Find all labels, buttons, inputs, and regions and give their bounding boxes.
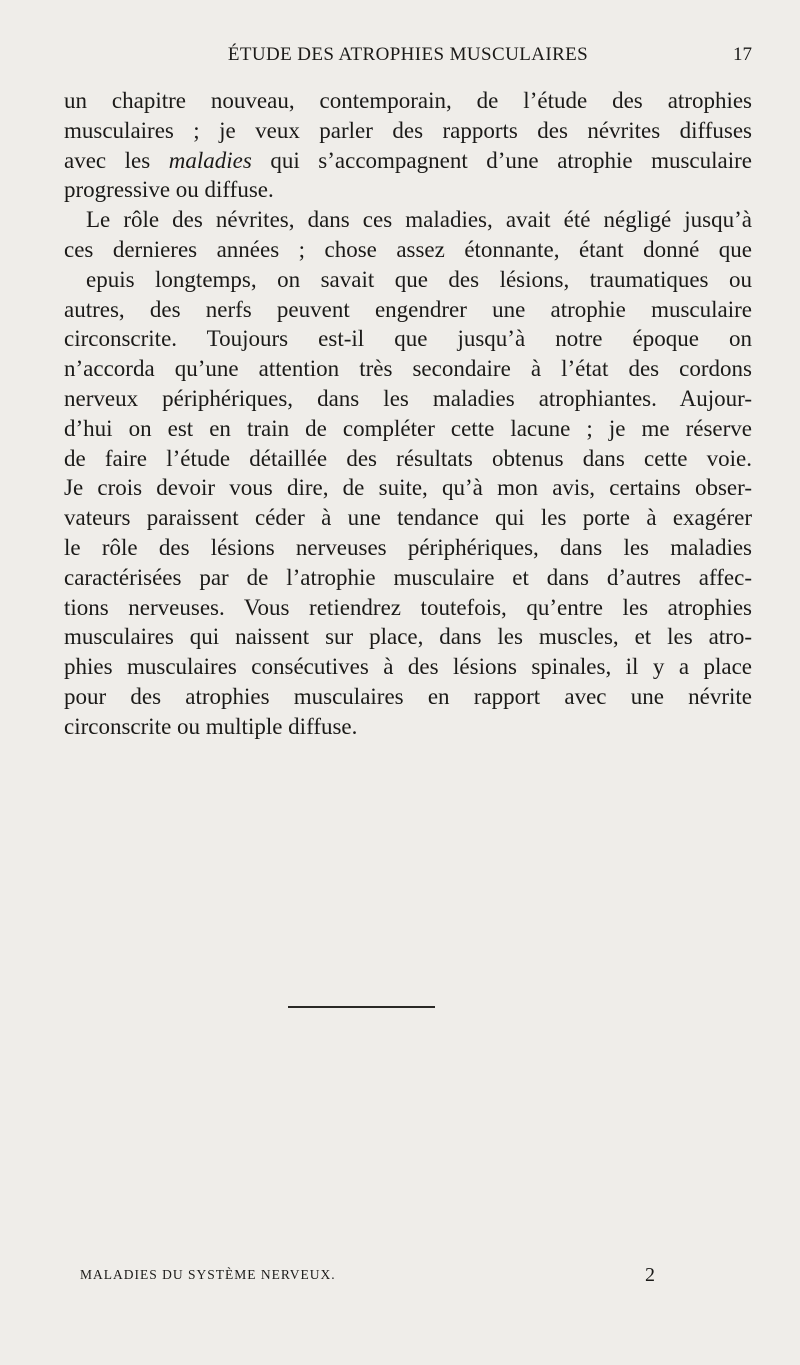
- signature-mark: MALADIES DU SYSTÈME NERVEUX.: [80, 1267, 336, 1282]
- text-line: Le rôle des névrites, dans ces maladies, avait été négligé jusqu’à: [86, 207, 752, 233]
- text-line: n’accorda qu’une attention très secondaire à l’état des cordons: [64, 356, 752, 382]
- text-line: autres, des nerfs peuvent engendrer une atrophie musculaire: [64, 296, 752, 322]
- text-line: tions nerveuses. Vous retiendrez toutefois, qu’entre les atrophies: [64, 594, 752, 620]
- text-line: le rôle des lésions nerveuses périphériques, dans les maladies: [64, 534, 752, 560]
- signature-footer: [80, 1265, 740, 1287]
- page-number: 17: [733, 44, 752, 65]
- section-rule: [288, 1006, 435, 1008]
- text-fragment: avec les: [64, 147, 169, 173]
- text-line: circonscrite. Toujours est-il que jusqu’à notre époque on: [64, 326, 752, 352]
- body-text: [64, 86, 752, 742]
- text-line: musculaires ; je veux parler des rapports des névrites diffuses: [64, 117, 752, 143]
- text-line: pour des atrophies musculaires en rapport avec une névrite: [64, 683, 752, 709]
- text-line: Je crois devoir vous dire, de suite, qu’à mon avis, certains obser-: [64, 475, 752, 501]
- text-line: musculaires qui naissent sur place, dans les muscles, et les atro-: [64, 624, 752, 650]
- running-header: [64, 44, 752, 68]
- italic-term: maladies: [168, 147, 252, 173]
- text-line: de faire l’étude détaillée des résultats obtenus dans cette voie.: [64, 445, 752, 471]
- text-line: caractérisées par de l’atrophie musculaire et dans d’autres affec-: [64, 564, 752, 590]
- text-line: ces dernieres années ; chose assez étonnante, étant donné que: [64, 236, 752, 262]
- signature-number: 2: [645, 1264, 655, 1286]
- text-line: [64, 146, 752, 176]
- text-line: epuis longtemps, on savait que des lésions, traumatiques ou: [86, 266, 752, 292]
- text-fragment: qui s’accompagnent d’une atrophie musculaire: [251, 147, 752, 173]
- running-title: ÉTUDE DES ATROPHIES MUSCULAIRES: [227, 44, 589, 65]
- text-line: un chapitre nouveau, contemporain, de l’étude des atrophies: [64, 88, 752, 113]
- text-line: d’hui on est en train de compléter cette lacune ; je me réserve: [64, 415, 752, 441]
- text-line: progressive ou diffuse.: [64, 177, 274, 203]
- text-line: circonscrite ou multiple diffuse.: [64, 713, 358, 739]
- text-line: nerveux périphériques, dans les maladies atrophiantes. Aujour-: [64, 385, 752, 411]
- text-line: vateurs paraissent céder à une tendance qui les porte à exagérer: [64, 505, 752, 531]
- text-line: phies musculaires consécutives à des lésions spinales, il y a place: [64, 654, 752, 680]
